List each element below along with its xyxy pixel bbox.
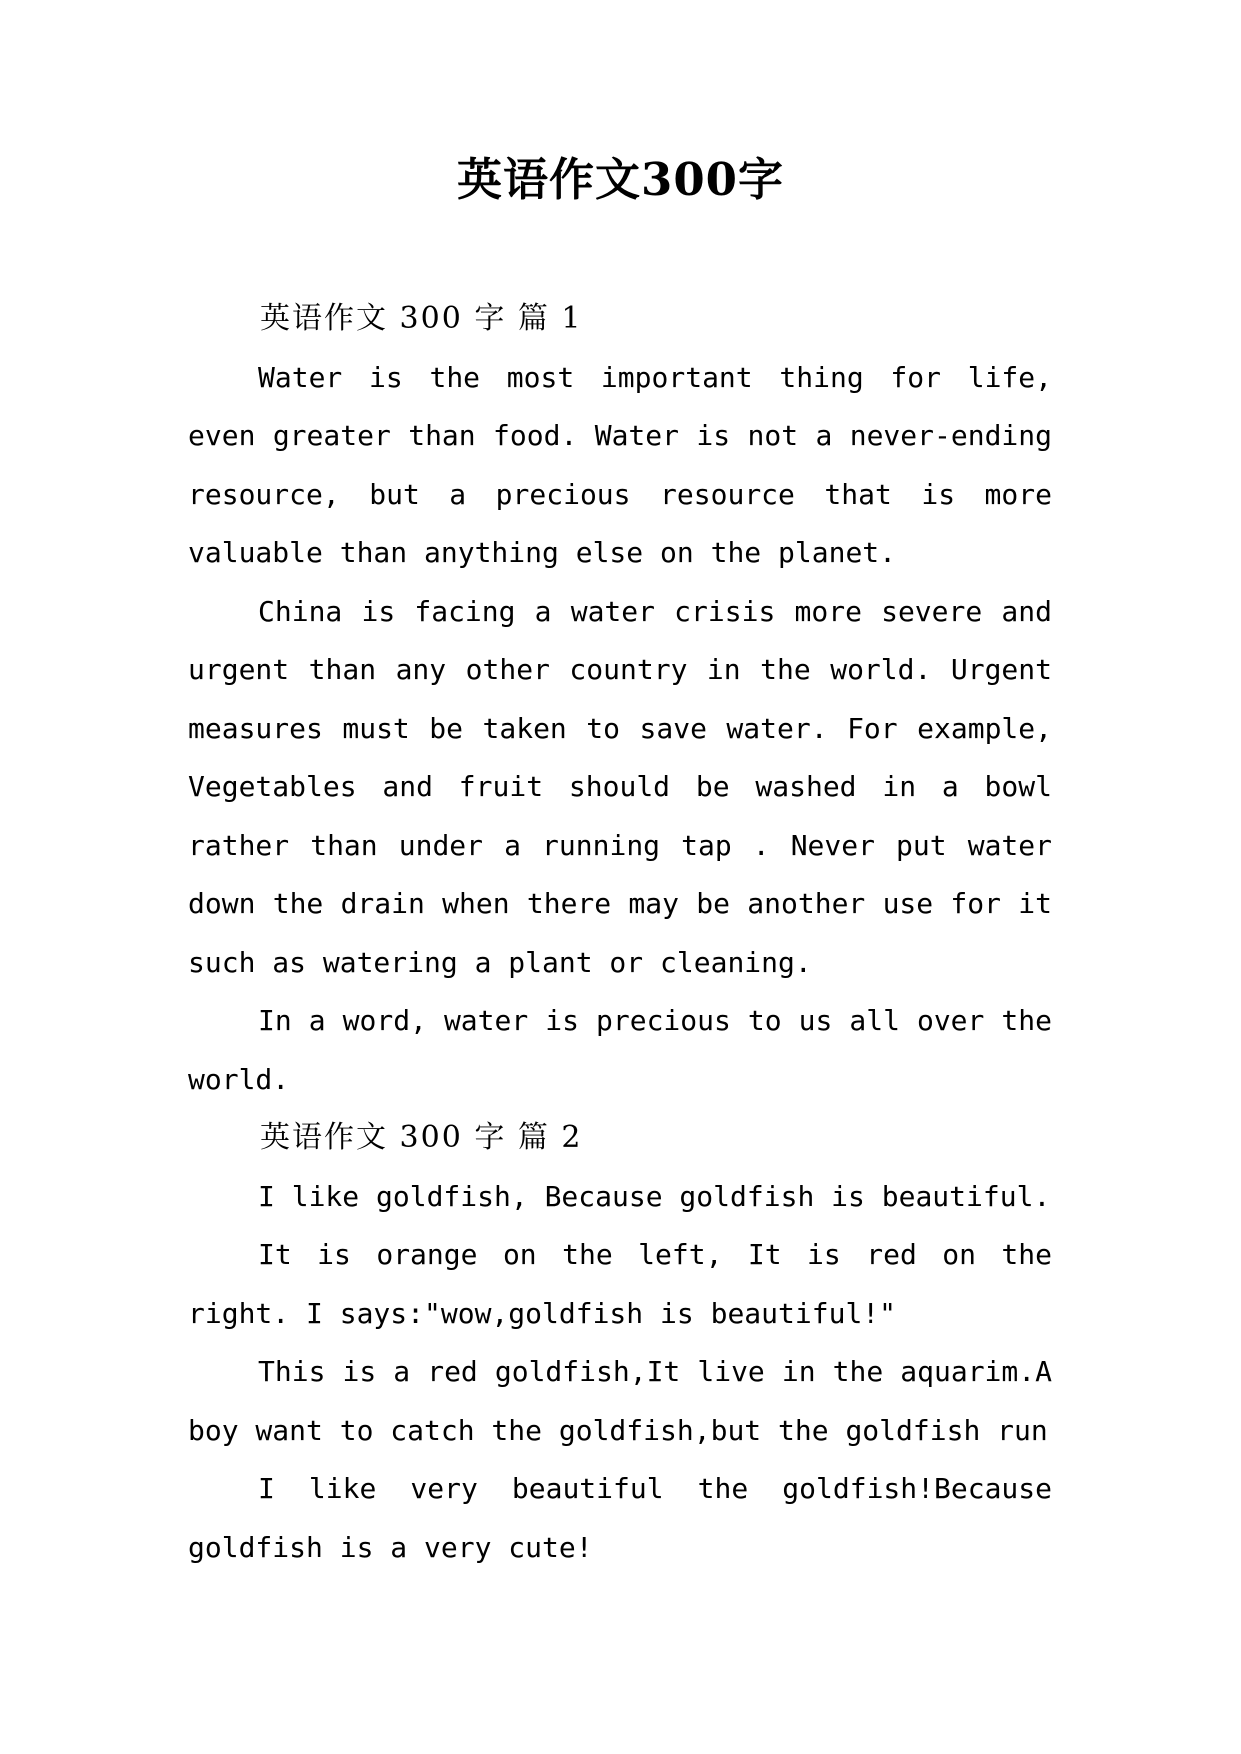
document-title: 英语作文300字 (457, 153, 784, 206)
paragraph: In a word, water is precious to us all over the world. (188, 1004, 1052, 1096)
paragraph: I like goldfish, Because goldfish is beautiful. (258, 1179, 1051, 1213)
paragraph: Water is the most important thing for life, even greater than food. Water is not a never-ending resource, but a precious resource that is more valuable than anything else on the planet. (188, 360, 1052, 569)
paragraph: It is orange on the left, It is red on the right. I says:"wow,goldfish is beautiful!" (188, 1238, 1052, 1330)
paragraph: This is a red goldfish,It live in the aquarim.A boy want to catch the goldfish,but the goldfish run (188, 1355, 1052, 1447)
section-heading-2: 英语作文 300 字 篇 2 (260, 1120, 583, 1155)
document-body (188, 290, 1052, 1577)
paragraph: I like very beautiful the goldfish!Because goldfish is a very cute! (188, 1472, 1052, 1564)
paragraph: China is facing a water crisis more severe and urgent than any other country in the world. Urgent measures must be taken to save water. For example, Vegetables and fruit should be washed in a bowl rather than under a running tap . Never put water down the drain when there may be another use for it such as watering a plant or cleaning. (188, 594, 1052, 979)
section-heading-1: 英语作文 300 字 篇 1 (260, 301, 583, 336)
